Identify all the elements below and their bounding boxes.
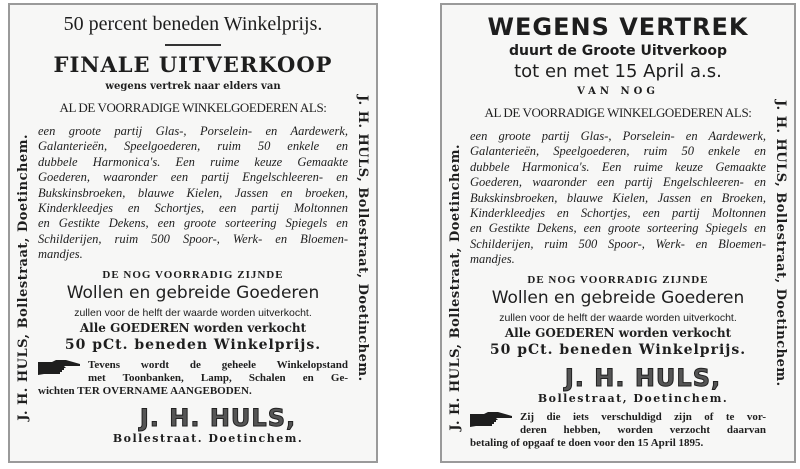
advertisement-left	[8, 3, 378, 463]
body-line: een groote partij Glas-, Porselein- en Aardewerk,	[470, 129, 766, 143]
merchant-address: Bollestraat, Doetinchem.	[537, 391, 729, 405]
advertisement-right	[440, 3, 796, 463]
de-nog-line: DE NOG VOORRADIG ZIJNDE	[527, 273, 709, 286]
side-text-right: J. H. HULS, Bollestraat, Doetinchem.	[355, 95, 370, 382]
body-line: Goederen, waaronder een partij Engelschleeren- en	[38, 170, 348, 185]
discount-line: 50 pCt. beneden Winkelprijs.	[64, 336, 322, 353]
headline: 50 percent beneden Winkelprijs.	[63, 13, 323, 35]
body-line: Schilderijen, ruim 500 Spoor-, Werk- en Bloemen-	[470, 236, 766, 251]
alle-line: Alle GOEDEREN worden verkocht	[79, 320, 307, 335]
notice-line: Tevens wordt de geheele Winkelopstand	[88, 358, 348, 371]
title: FINALE UITVERKOOP	[53, 52, 333, 77]
body-line: Goederen, waaronder een partij Engelschleeren- en	[470, 175, 766, 190]
van-nog: VAN NOG	[577, 86, 659, 97]
merchant-name: J. H. HULS,	[564, 363, 722, 392]
notice	[470, 411, 766, 450]
pointing-hand-icon	[470, 411, 514, 429]
body-line: Kinderkleedjes en Schortjes, een partij Moltonnen	[38, 201, 348, 216]
body-line: Galanterieën, Speelgoederen, ruim 50 enkele en	[38, 139, 348, 154]
zullen-line: zullen voor de helft der waarde worden uitverkocht.	[74, 306, 312, 319]
body-line: Schilderijen, ruim 500 Spoor-, Werk- en Bloemen-	[38, 231, 348, 246]
body-line: en Gestikte Dekens, een groote sorteering Spiegels en	[470, 221, 766, 236]
side-text-left: J. H. HULS, Bollestraat, Doetinchem.	[16, 134, 31, 421]
title: WEGENS VERTREK	[487, 13, 749, 41]
divider	[165, 44, 221, 46]
body-line: Galanterieën, Speelgoederen, ruim 50 enkele en	[470, 144, 766, 159]
pointing-hand-icon	[38, 359, 82, 377]
body-line: mandjes.	[470, 252, 515, 267]
body-line: een groote partij Glas-, Porselein- en Aardewerk,	[38, 124, 348, 138]
body-line: Kinderkleedjes en Schortjes, een partij Moltonnen	[470, 206, 766, 221]
notice-line: deren hebben, worden verzocht daarvan	[520, 423, 766, 436]
notice-line: met Toonbanken, Lamp, Schalen en Ge-	[88, 371, 348, 384]
body-text	[470, 129, 766, 268]
date-line: tot en met 15 April a.s.	[514, 61, 722, 82]
body-line: mandjes.	[38, 247, 83, 262]
notice-line: wichten TER OVERNAME AANGEBODEN.	[38, 384, 252, 397]
body-line: dubbele Harmonica's. Een ruime keuze Gemaakte	[470, 159, 766, 174]
body-text	[38, 124, 348, 263]
side-text-left: J. H. HULS, Bollestraat, Doetinchem.	[448, 144, 463, 431]
subtitle: wegens vertrek naar elders van	[105, 81, 281, 92]
body-line: en Gestikte Dekens, een groote sorteering Spiegels en	[38, 216, 348, 231]
body-line: Bukskinsbroeken, blauwe Kielen, Jassen en broeken,	[38, 185, 348, 200]
side-text-right: J. H. HULS, Bollestraat, Doetinchem.	[773, 100, 788, 387]
notice	[38, 359, 348, 398]
heading: AL DE VOORRADIGE WINKELGOEDEREN ALS:	[484, 105, 752, 120]
body-line: Bukskinsbroeken, blauwe Kielen, Jassen en Broeken,	[470, 190, 766, 205]
discount-line: 50 pCt. beneden Winkelprijs.	[489, 341, 747, 358]
zullen-line: zullen voor de helft der waarde worden uitverkocht.	[499, 311, 737, 324]
merchant-address: Bollestraat. Doetinchem.	[112, 431, 304, 445]
alle-line: Alle GOEDEREN worden verkocht	[504, 325, 732, 340]
heading: AL DE VOORRADIGE WINKELGOEDEREN ALS:	[59, 100, 327, 115]
merchant-name: J. H. HULS,	[139, 403, 297, 432]
subtitle: duurt de Groote Uitverkoop	[508, 43, 728, 59]
wollen-line: Wollen en gebreide Goederen	[66, 282, 320, 303]
notice-line: betaling of opgaaf te doen voor den 15 April 1895.	[470, 436, 704, 449]
body-line: dubbele Harmonica's. Een ruime keuze Gemaakte	[38, 154, 348, 169]
de-nog-line: DE NOG VOORRADIG ZIJNDE	[102, 268, 284, 281]
notice-line: Zij die iets verschuldigd zijn of te vor-	[520, 410, 766, 423]
wollen-line: Wollen en gebreide Goederen	[491, 287, 745, 308]
